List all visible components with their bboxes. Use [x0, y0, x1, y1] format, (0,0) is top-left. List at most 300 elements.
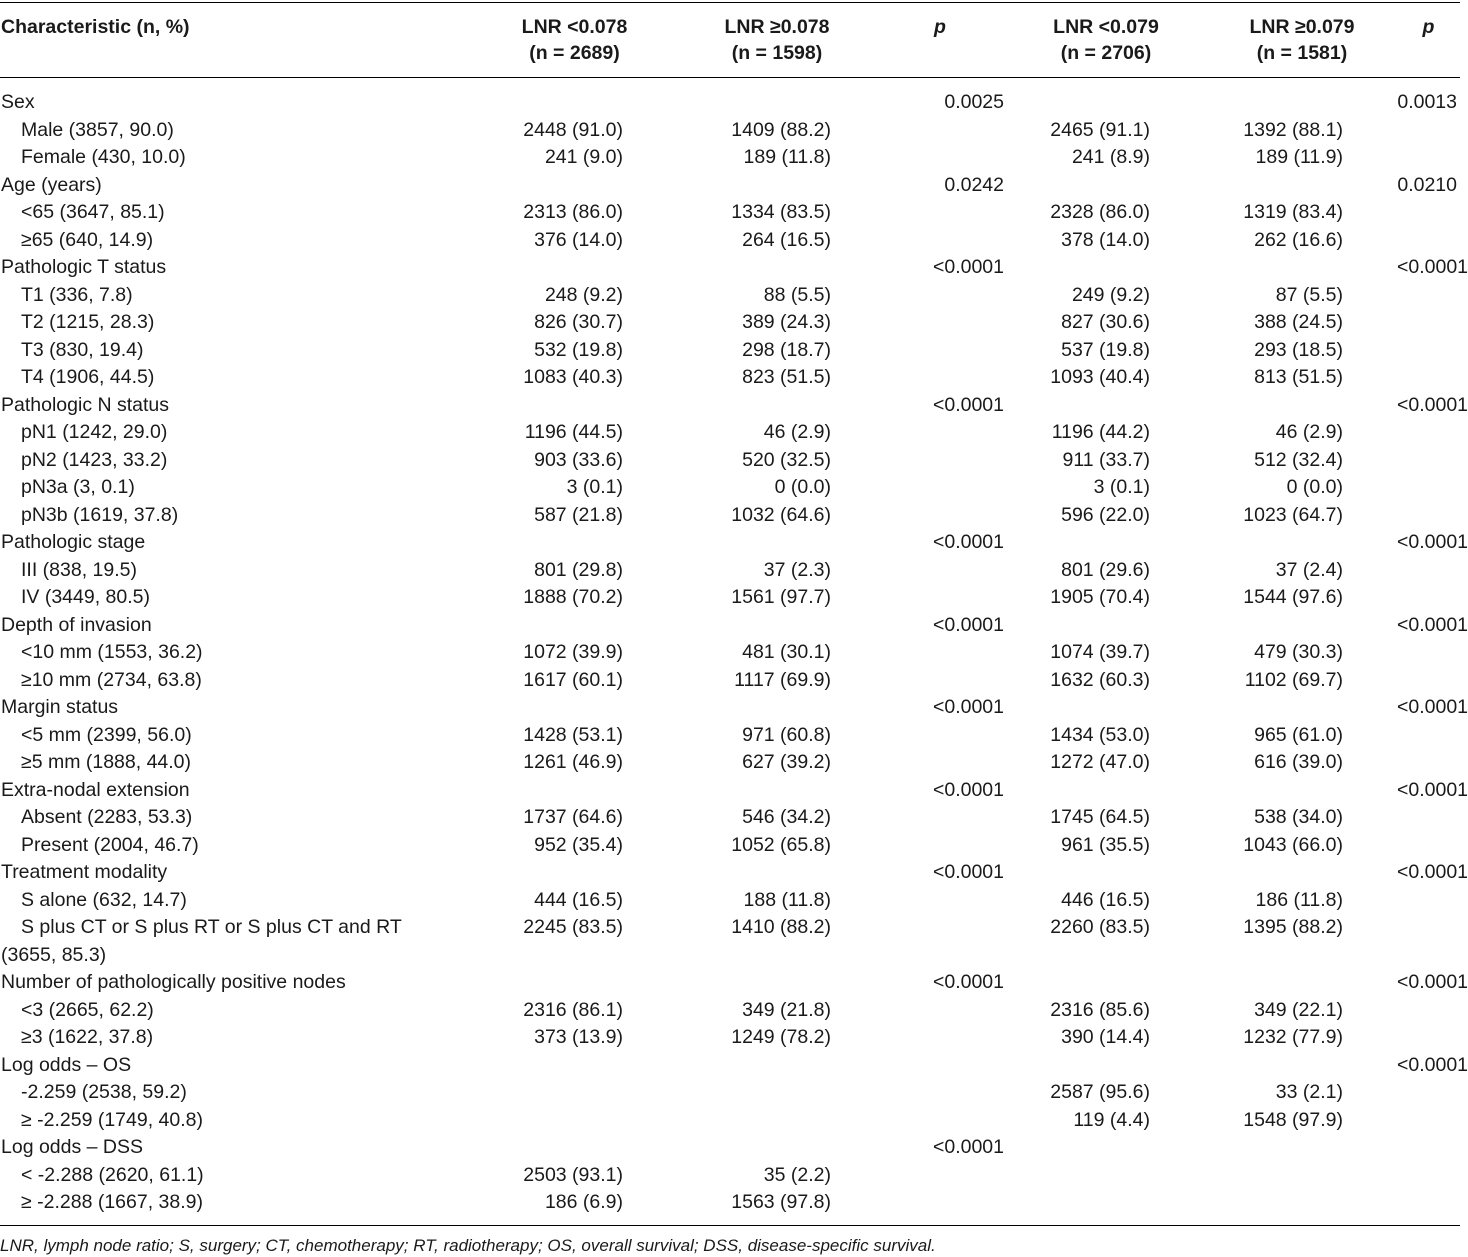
- cell-lnr-lt-0079: 249 (9.2): [1071, 283, 1150, 306]
- header-lnr-lt-0078: LNR <0.078 (n = 2689): [521, 16, 628, 64]
- cell-lnr-lt-0078: 2245 (83.5): [523, 916, 623, 938]
- cell-p-value-1: [875, 1079, 1005, 1107]
- cell-p-value-1: [875, 199, 1005, 227]
- cell-p-value-1: [875, 804, 1005, 832]
- table-body: [0, 89, 1468, 1217]
- cell-lnr-lt-0078: 3 (0.1): [566, 476, 623, 498]
- table-row: [0, 89, 1460, 117]
- row-characteristic: III (838, 19.5): [21, 558, 137, 581]
- cell-lnr-ge-0078: [679, 392, 875, 420]
- cell-lnr-lt-0078: [470, 1107, 679, 1135]
- row-characteristic: ≥5 mm (1888, 44.0): [21, 751, 192, 773]
- row-characteristic: Number of pathologically positive nodes: [1, 971, 346, 993]
- cell-lnr-ge-0079: [1207, 1052, 1397, 1080]
- cell-lnr-lt-0078: 373 (13.9): [534, 1026, 623, 1048]
- cell-p-value-1: [875, 282, 1005, 310]
- cell-p-value-1: <0.0001: [932, 613, 1004, 636]
- row-characteristic: Sex: [1, 91, 35, 113]
- cell-lnr-ge-0078: 88 (5.5): [763, 283, 831, 306]
- cell-p-value-1: [875, 667, 1005, 695]
- table-header: [0, 3, 1460, 66]
- table-row: [0, 529, 1460, 557]
- cell-lnr-ge-0078: 520 (32.5): [742, 448, 831, 471]
- cell-p-value-1: [875, 584, 1005, 612]
- cell-lnr-ge-0079: 1395 (88.2): [1243, 916, 1343, 938]
- table-row: [0, 694, 1460, 722]
- cell-lnr-lt-0079: [1005, 777, 1207, 805]
- table-row: [0, 309, 1460, 337]
- cell-p-value-1: [875, 1189, 1005, 1217]
- row-characteristic: T3 (830, 19.4): [21, 338, 144, 361]
- table-row: [0, 1162, 1460, 1190]
- cell-lnr-ge-0078: 389 (24.3): [742, 311, 831, 333]
- cell-p-value-1: [875, 364, 1005, 392]
- cell-p-value-2: [1397, 914, 1460, 942]
- table-row: [0, 584, 1460, 612]
- cell-lnr-ge-0079: 262 (16.6): [1254, 228, 1343, 251]
- cell-lnr-lt-0079: 2316 (85.6): [1050, 998, 1150, 1021]
- table-row: [0, 419, 1460, 447]
- row-characteristic: Male (3857, 90.0): [21, 118, 174, 141]
- cell-p-value-1: [875, 832, 1005, 860]
- table-row: [0, 227, 1460, 255]
- row-characteristic: Pathologic N status: [1, 393, 170, 416]
- cell-lnr-lt-0079: 1272 (47.0): [1050, 751, 1150, 773]
- cell-p-value-1: [875, 722, 1005, 750]
- row-characteristic: pN3b (1619, 37.8): [21, 503, 179, 526]
- row-characteristic: pN3a (3, 0.1): [21, 476, 135, 498]
- row-characteristic: T4 (1906, 44.5): [21, 366, 155, 388]
- cell-lnr-ge-0078: 1032 (64.6): [731, 503, 831, 526]
- table-row: [0, 199, 1460, 227]
- cell-lnr-ge-0078: 1409 (88.2): [731, 118, 831, 141]
- cell-lnr-lt-0079: [1005, 1162, 1207, 1190]
- table-row: [0, 282, 1460, 310]
- table-row: [0, 502, 1460, 530]
- cell-lnr-ge-0079: 349 (22.1): [1254, 998, 1343, 1021]
- cell-lnr-lt-0079: [1005, 969, 1207, 997]
- cell-lnr-ge-0079: [1207, 529, 1397, 557]
- cell-lnr-lt-0078: 1196 (44.5): [524, 421, 623, 443]
- cell-lnr-lt-0078: 826 (30.7): [534, 311, 623, 333]
- cell-lnr-lt-0079: 390 (14.4): [1061, 1026, 1150, 1048]
- cell-p-value-2: [1397, 667, 1460, 695]
- table-row: [0, 474, 1460, 502]
- cell-lnr-ge-0078: 37 (2.3): [763, 558, 831, 581]
- table-row: [0, 1189, 1460, 1217]
- cell-lnr-lt-0078: [470, 612, 679, 640]
- cell-lnr-lt-0078: 532 (19.8): [534, 338, 623, 361]
- table-row: [0, 1134, 1460, 1162]
- cell-lnr-lt-0079: 2587 (95.6): [1050, 1081, 1150, 1103]
- cell-lnr-ge-0078: [679, 694, 875, 722]
- row-characteristic: IV (3449, 80.5): [21, 586, 150, 608]
- cell-lnr-lt-0079: [1005, 1052, 1207, 1080]
- cell-lnr-ge-0078: [679, 777, 875, 805]
- cell-lnr-lt-0078: 444 (16.5): [534, 888, 623, 911]
- cell-p-value-2: [1397, 887, 1460, 915]
- cell-p-value-1: [875, 474, 1005, 502]
- cell-lnr-lt-0078: [470, 694, 679, 722]
- table-row: [0, 859, 1460, 887]
- cell-lnr-ge-0078: 1052 (65.8): [731, 833, 831, 856]
- cell-lnr-ge-0078: [679, 89, 875, 117]
- cell-p-value-1: <0.0001: [932, 971, 1004, 993]
- cell-lnr-ge-0078: [679, 942, 875, 970]
- header-p-value-2: p: [1422, 16, 1435, 38]
- cell-p-value-1: [875, 144, 1005, 172]
- cell-lnr-ge-0078: 481 (30.1): [742, 641, 831, 663]
- cell-lnr-lt-0078: [470, 969, 679, 997]
- cell-lnr-ge-0078: 264 (16.5): [742, 228, 831, 251]
- row-characteristic: <10 mm (1553, 36.2): [21, 641, 203, 663]
- cell-lnr-ge-0079: 1319 (83.4): [1243, 201, 1343, 223]
- table-row: [0, 914, 1460, 942]
- cell-lnr-ge-0079: 1232 (77.9): [1243, 1026, 1343, 1048]
- cell-lnr-ge-0078: [679, 1134, 875, 1162]
- row-characteristic: ≥3 (1622, 37.8): [21, 1026, 154, 1048]
- cell-lnr-ge-0079: [1207, 254, 1397, 282]
- cell-lnr-ge-0078: [679, 172, 875, 200]
- cell-p-value-1: [875, 117, 1005, 145]
- cell-p-value-2: [1397, 639, 1460, 667]
- table-row: [0, 722, 1460, 750]
- cell-lnr-ge-0079: 37 (2.4): [1275, 558, 1343, 581]
- row-characteristic: Depth of invasion: [1, 613, 152, 636]
- cell-lnr-ge-0079: [1207, 694, 1397, 722]
- cell-lnr-lt-0078: 1617 (60.1): [523, 668, 623, 691]
- cell-lnr-ge-0078: [679, 612, 875, 640]
- cell-p-value-2: [1397, 337, 1460, 365]
- row-characteristic: Present (2004, 46.7): [21, 833, 199, 856]
- cell-lnr-lt-0078: [470, 1052, 679, 1080]
- cell-lnr-lt-0078: [470, 942, 679, 970]
- cell-lnr-ge-0079: 1043 (66.0): [1243, 833, 1343, 856]
- row-characteristic: <3 (2665, 62.2): [21, 998, 154, 1021]
- table-row: [0, 997, 1460, 1025]
- cell-p-value-1: [875, 227, 1005, 255]
- cell-lnr-lt-0079: [1005, 254, 1207, 282]
- cell-lnr-lt-0078: [470, 172, 679, 200]
- cell-lnr-ge-0079: 33 (2.1): [1275, 1081, 1343, 1103]
- cell-p-value-2: [1397, 584, 1460, 612]
- table-row: [0, 447, 1460, 475]
- table-row: [0, 1024, 1460, 1052]
- cell-p-value-2: [1397, 447, 1460, 475]
- cell-lnr-lt-0078: 1737 (64.6): [523, 806, 623, 828]
- table-row: [0, 117, 1460, 145]
- cell-lnr-lt-0078: 2313 (86.0): [523, 201, 623, 223]
- cell-p-value-2: [1397, 1024, 1460, 1052]
- cell-p-value-1: [875, 502, 1005, 530]
- row-characteristic: S alone (632, 14.7): [21, 888, 187, 911]
- cell-lnr-lt-0078: 801 (29.8): [534, 558, 623, 581]
- cell-p-value-1: [875, 997, 1005, 1025]
- cell-lnr-ge-0079: [1207, 172, 1397, 200]
- row-characteristic: -2.259 (2538, 59.2): [21, 1081, 187, 1103]
- cell-lnr-lt-0079: [1005, 859, 1207, 887]
- row-characteristic: S plus CT or S plus RT or S plus CT and RT: [21, 916, 402, 938]
- cell-lnr-ge-0078: [679, 969, 875, 997]
- cell-p-value-2: <0.0001: [1397, 393, 1468, 416]
- bottom-rule: [0, 1225, 1460, 1226]
- cell-p-value-2: [1397, 557, 1460, 585]
- cell-lnr-ge-0079: 479 (30.3): [1254, 641, 1343, 663]
- cell-p-value-1: [875, 914, 1005, 942]
- cell-lnr-lt-0078: 248 (9.2): [544, 283, 623, 306]
- cell-lnr-lt-0079: 801 (29.6): [1061, 558, 1150, 581]
- row-characteristic: ≥ -2.259 (1749, 40.8): [21, 1108, 203, 1131]
- cell-p-value-2: <0.0001: [1397, 696, 1468, 718]
- cell-lnr-lt-0078: 241 (9.0): [544, 146, 623, 168]
- cell-lnr-ge-0079: 813 (51.5): [1254, 366, 1343, 388]
- cell-lnr-ge-0079: [1207, 89, 1397, 117]
- cell-lnr-ge-0079: [1207, 1189, 1397, 1217]
- cell-lnr-ge-0078: 1563 (97.8): [731, 1191, 831, 1213]
- cell-lnr-ge-0078: [679, 1052, 875, 1080]
- cell-p-value-2: <0.0001: [1397, 861, 1468, 883]
- cell-p-value-2: [1397, 144, 1460, 172]
- cell-lnr-lt-0079: 596 (22.0): [1061, 503, 1150, 526]
- cell-lnr-lt-0078: 1261 (46.9): [523, 751, 623, 773]
- cell-lnr-lt-0078: 1072 (39.9): [523, 641, 623, 663]
- table-row: [0, 254, 1460, 282]
- cell-lnr-lt-0078: 376 (14.0): [534, 228, 623, 251]
- cell-lnr-lt-0078: 587 (21.8): [534, 503, 623, 526]
- cell-p-value-2: [1397, 942, 1460, 970]
- cell-lnr-lt-0078: [470, 254, 679, 282]
- cell-lnr-lt-0079: [1005, 529, 1207, 557]
- cell-lnr-ge-0079: 1548 (97.9): [1243, 1108, 1343, 1131]
- cell-p-value-1: <0.0001: [932, 531, 1004, 553]
- cell-lnr-lt-0079: 911 (33.7): [1062, 448, 1150, 471]
- cell-lnr-lt-0079: 2260 (83.5): [1050, 916, 1150, 938]
- cell-p-value-1: <0.0001: [932, 256, 1004, 278]
- cell-lnr-ge-0079: [1207, 777, 1397, 805]
- cell-lnr-ge-0079: 1392 (88.1): [1243, 118, 1343, 141]
- cell-lnr-lt-0079: 827 (30.6): [1061, 311, 1150, 333]
- row-characteristic: T1 (336, 7.8): [21, 283, 133, 306]
- cell-lnr-lt-0079: [1005, 1134, 1207, 1162]
- table-row: [0, 1107, 1460, 1135]
- cell-lnr-lt-0079: 2465 (91.1): [1050, 118, 1150, 141]
- cell-lnr-ge-0078: 627 (39.2): [742, 751, 831, 773]
- cell-p-value-2: [1397, 832, 1460, 860]
- header-rule: [0, 77, 1460, 78]
- cell-p-value-2: <0.0001: [1397, 778, 1468, 801]
- table-row: [0, 667, 1460, 695]
- cell-p-value-1: [875, 1107, 1005, 1135]
- cell-lnr-lt-0079: 446 (16.5): [1061, 888, 1150, 911]
- cell-lnr-ge-0079: 388 (24.5): [1254, 311, 1343, 333]
- table-row: [0, 364, 1460, 392]
- cell-lnr-lt-0078: 2503 (93.1): [523, 1163, 623, 1186]
- cell-lnr-ge-0078: 1410 (88.2): [731, 916, 831, 938]
- cell-lnr-lt-0079: 3 (0.1): [1093, 476, 1150, 498]
- cell-lnr-lt-0078: [470, 89, 679, 117]
- row-characteristic: Pathologic stage: [1, 531, 146, 553]
- row-characteristic: (3655, 85.3): [1, 943, 107, 966]
- row-characteristic: Log odds – OS: [1, 1053, 132, 1076]
- cell-p-value-2: [1397, 1079, 1460, 1107]
- table-row: [0, 804, 1460, 832]
- cell-p-value-1: [875, 309, 1005, 337]
- table-row: [0, 612, 1460, 640]
- cell-lnr-lt-0078: 903 (33.6): [534, 448, 623, 471]
- table-row: [0, 942, 1460, 970]
- cell-p-value-2: <0.0001: [1397, 971, 1468, 993]
- cell-lnr-lt-0079: [1005, 1189, 1207, 1217]
- table-row: [0, 144, 1460, 172]
- cell-p-value-2: [1397, 309, 1460, 337]
- header-lnr-ge-0078: LNR ≥0.078 (n = 1598): [724, 16, 830, 64]
- cell-lnr-lt-0078: [470, 1079, 679, 1107]
- cell-lnr-ge-0078: 349 (21.8): [742, 998, 831, 1021]
- cell-lnr-lt-0078: 2448 (91.0): [523, 118, 623, 141]
- cell-p-value-1: [875, 887, 1005, 915]
- cell-lnr-lt-0079: 1745 (64.5): [1050, 806, 1150, 828]
- row-characteristic: Treatment modality: [1, 861, 168, 883]
- cell-lnr-lt-0079: 1632 (60.3): [1050, 668, 1150, 691]
- cell-p-value-2: [1397, 804, 1460, 832]
- table-row: [0, 832, 1460, 860]
- table-row: [0, 749, 1460, 777]
- row-characteristic: T2 (1215, 28.3): [21, 311, 155, 333]
- cell-p-value-2: <0.0001: [1397, 1053, 1468, 1076]
- cell-lnr-lt-0078: [470, 777, 679, 805]
- cell-lnr-lt-0079: 1093 (40.4): [1050, 366, 1150, 388]
- cell-lnr-ge-0079: [1207, 392, 1397, 420]
- row-characteristic: Age (years): [1, 173, 102, 196]
- cell-p-value-2: [1397, 419, 1460, 447]
- cell-lnr-ge-0078: 35 (2.2): [763, 1163, 831, 1186]
- cell-lnr-ge-0079: 186 (11.8): [1255, 888, 1343, 911]
- cell-lnr-ge-0079: [1207, 1162, 1397, 1190]
- cell-lnr-ge-0079: [1207, 942, 1397, 970]
- cell-lnr-ge-0079: 1544 (97.6): [1243, 586, 1343, 608]
- cell-lnr-ge-0079: 46 (2.9): [1275, 421, 1343, 443]
- cell-lnr-lt-0078: 952 (35.4): [534, 833, 623, 856]
- row-characteristic: Female (430, 10.0): [21, 146, 186, 168]
- header-lnr-lt-0079: LNR <0.079 (n = 2706): [1053, 16, 1159, 64]
- cell-lnr-lt-0078: 1083 (40.3): [523, 366, 623, 388]
- row-characteristic: ≥65 (640, 14.9): [21, 228, 154, 251]
- cell-p-value-2: 0.0210: [1397, 173, 1457, 196]
- cell-p-value-2: [1397, 474, 1460, 502]
- cell-p-value-2: [1397, 227, 1460, 255]
- cell-lnr-ge-0079: 616 (39.0): [1254, 751, 1343, 773]
- cell-lnr-ge-0078: [679, 1107, 875, 1135]
- cell-lnr-lt-0079: 961 (35.5): [1061, 833, 1150, 856]
- cell-p-value-2: [1397, 502, 1460, 530]
- table-row: [0, 887, 1460, 915]
- cell-p-value-1: 0.0242: [944, 173, 1004, 196]
- cell-p-value-1: <0.0001: [932, 861, 1004, 883]
- cell-p-value-1: [875, 557, 1005, 585]
- cell-p-value-2: [1397, 364, 1460, 392]
- cell-p-value-2: [1397, 1189, 1460, 1217]
- cell-lnr-ge-0078: 971 (60.8): [742, 723, 831, 746]
- row-characteristic: ≥10 mm (2734, 63.8): [21, 668, 202, 691]
- cell-lnr-ge-0079: [1207, 969, 1397, 997]
- cell-lnr-lt-0079: 1434 (53.0): [1050, 723, 1150, 746]
- table-row: [0, 777, 1460, 805]
- cell-lnr-lt-0078: 1888 (70.2): [523, 586, 623, 608]
- cell-lnr-lt-0079: [1005, 694, 1207, 722]
- table-row: [0, 557, 1460, 585]
- cell-lnr-ge-0079: 189 (11.9): [1255, 146, 1343, 168]
- cell-lnr-ge-0078: [679, 1079, 875, 1107]
- cell-p-value-2: [1397, 722, 1460, 750]
- cell-lnr-lt-0079: 241 (8.9): [1071, 146, 1150, 168]
- cell-p-value-2: [1397, 282, 1460, 310]
- cell-lnr-ge-0079: 512 (32.4): [1254, 448, 1343, 471]
- table-row: [0, 969, 1460, 997]
- cell-p-value-1: <0.0001: [932, 778, 1004, 801]
- cell-lnr-lt-0079: [1005, 89, 1207, 117]
- cell-lnr-ge-0079: 293 (18.5): [1254, 338, 1343, 361]
- cell-lnr-ge-0078: 1117 (69.9): [734, 668, 831, 691]
- cell-lnr-ge-0078: 46 (2.9): [763, 421, 831, 443]
- cell-lnr-ge-0079: [1207, 1134, 1397, 1162]
- row-characteristic: <65 (3647, 85.1): [21, 201, 165, 223]
- cell-lnr-lt-0079: [1005, 392, 1207, 420]
- cell-p-value-1: [875, 1162, 1005, 1190]
- row-characteristic: Log odds – DSS: [1, 1136, 144, 1158]
- cell-lnr-lt-0078: 1428 (53.1): [523, 723, 623, 746]
- cell-p-value-2: [1397, 199, 1460, 227]
- cell-lnr-ge-0079: [1207, 612, 1397, 640]
- cell-lnr-lt-0078: [470, 859, 679, 887]
- cell-p-value-1: <0.0001: [932, 393, 1004, 416]
- cell-lnr-ge-0078: 1249 (78.2): [731, 1026, 831, 1048]
- cell-p-value-2: <0.0001: [1397, 613, 1468, 636]
- cell-lnr-lt-0078: [470, 392, 679, 420]
- cell-p-value-2: [1397, 1107, 1460, 1135]
- cell-p-value-2: 0.0013: [1397, 91, 1457, 113]
- cell-p-value-1: [875, 639, 1005, 667]
- cell-lnr-ge-0078: 1334 (83.5): [731, 201, 831, 223]
- cell-lnr-ge-0078: 0 (0.0): [774, 476, 831, 498]
- row-characteristic: Absent (2283, 53.3): [21, 806, 193, 828]
- cell-lnr-ge-0079: 1023 (64.7): [1243, 503, 1343, 526]
- cell-p-value-1: [875, 419, 1005, 447]
- cell-lnr-lt-0078: 186 (6.9): [544, 1191, 623, 1213]
- table-row: [0, 1052, 1460, 1080]
- row-characteristic: ≥ -2.288 (1667, 38.9): [21, 1191, 203, 1213]
- cell-lnr-ge-0078: 823 (51.5): [742, 366, 831, 388]
- cell-lnr-ge-0079: [1207, 859, 1397, 887]
- cell-lnr-lt-0079: 1905 (70.4): [1050, 586, 1150, 608]
- table-row: [0, 392, 1460, 420]
- cell-p-value-1: [875, 337, 1005, 365]
- row-characteristic: pN2 (1423, 33.2): [21, 448, 168, 471]
- cell-p-value-2: <0.0001: [1397, 256, 1468, 278]
- table-row: [0, 337, 1460, 365]
- cell-p-value-1: [875, 447, 1005, 475]
- cell-p-value-1: [875, 749, 1005, 777]
- cell-lnr-lt-0079: 378 (14.0): [1061, 228, 1150, 251]
- cell-p-value-2: [1397, 117, 1460, 145]
- cell-p-value-1: <0.0001: [932, 1136, 1004, 1158]
- cell-lnr-ge-0079: 0 (0.0): [1286, 476, 1343, 498]
- cell-lnr-lt-0079: [1005, 612, 1207, 640]
- cell-lnr-ge-0078: [679, 859, 875, 887]
- row-characteristic: < -2.288 (2620, 61.1): [21, 1163, 204, 1186]
- table-row: [0, 172, 1460, 200]
- row-characteristic: pN1 (1242, 29.0): [21, 421, 168, 443]
- cell-p-value-1: <0.0001: [932, 696, 1004, 718]
